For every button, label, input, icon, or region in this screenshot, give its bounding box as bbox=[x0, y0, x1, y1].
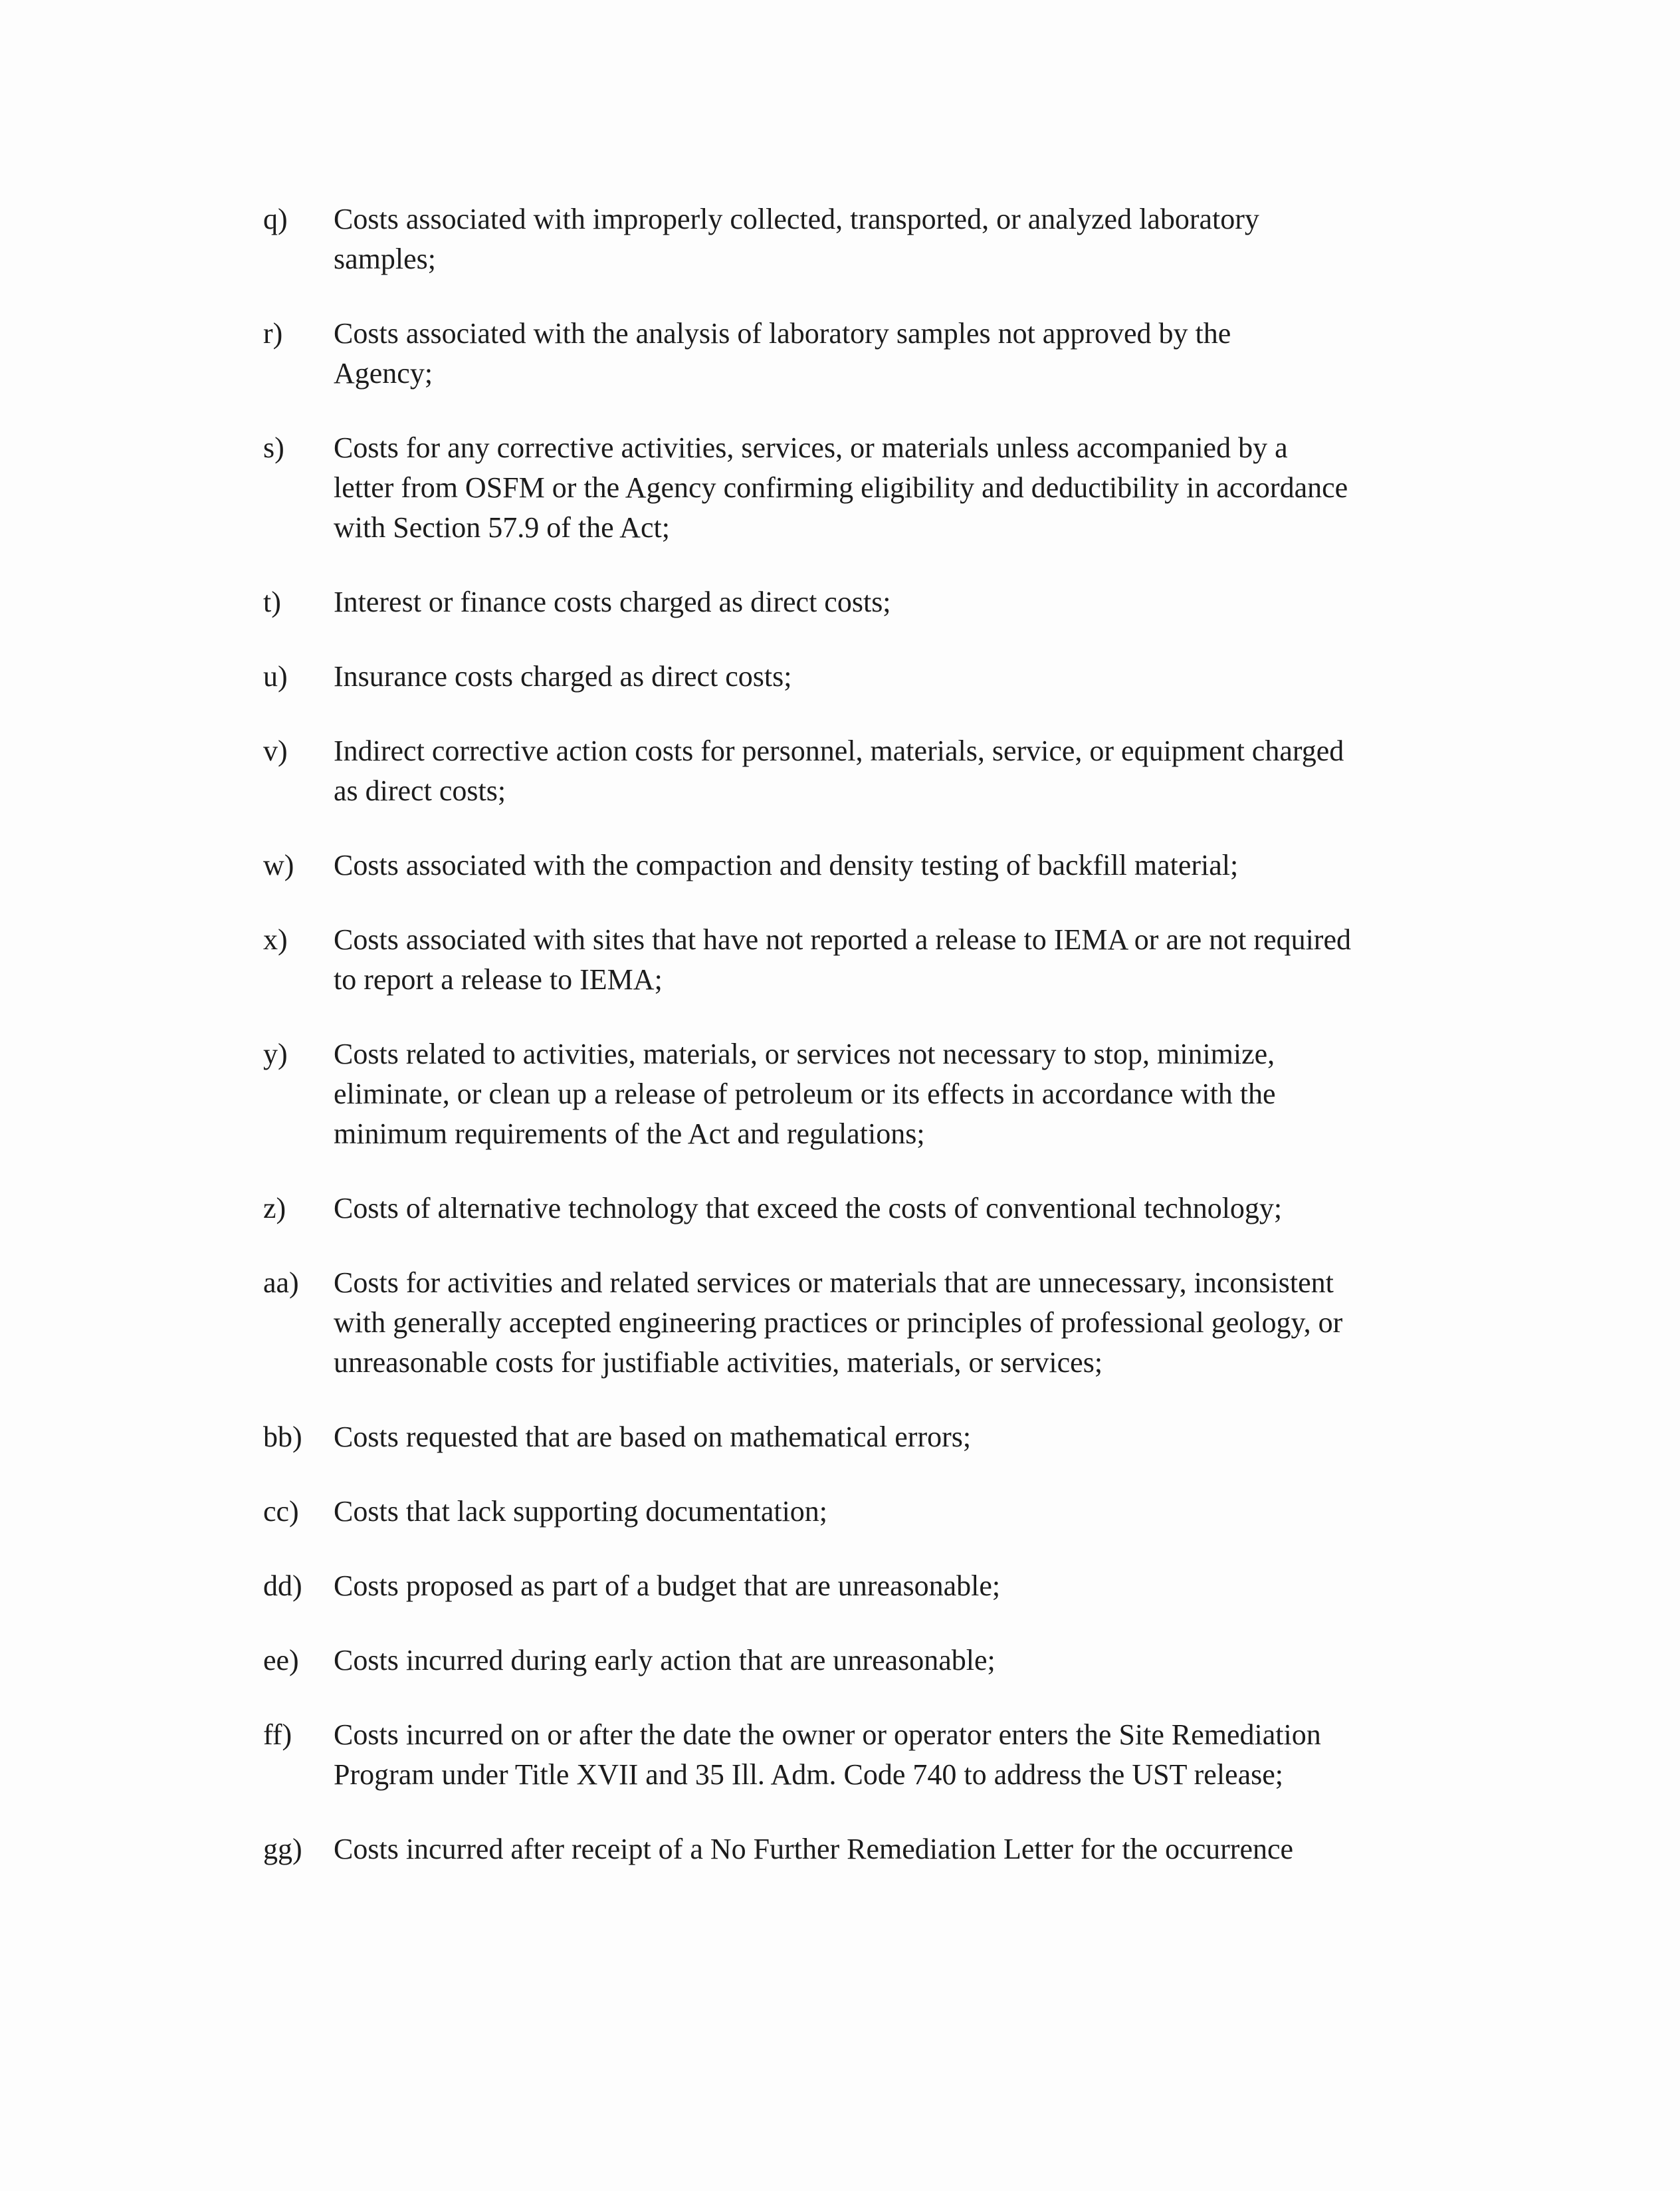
list-item-v bbox=[263, 731, 1353, 811]
list-marker: v) bbox=[263, 735, 288, 767]
list-marker: s) bbox=[263, 431, 284, 464]
list-item-s bbox=[263, 428, 1353, 548]
cost-exclusion-list bbox=[263, 199, 1353, 1869]
list-item-text: Costs incurred during early action that are unreasonable; bbox=[334, 1644, 996, 1676]
list-marker: ff) bbox=[263, 1718, 292, 1751]
list-marker: ee) bbox=[263, 1644, 299, 1676]
list-item-text: Costs for activities and related services or materials that are unnecessary, inconsistent with generally accepted engineering practices or principles of professional geology, or unreasonable costs for justifiable activities, materials, or services; bbox=[334, 1266, 1343, 1379]
list-item-ff bbox=[263, 1715, 1353, 1795]
list-item-ee bbox=[263, 1641, 1353, 1680]
list-item-text: Costs associated with improperly collected, transported, or analyzed laboratory samples; bbox=[334, 203, 1259, 275]
list-marker: aa) bbox=[263, 1266, 299, 1299]
list-marker: t) bbox=[263, 586, 281, 618]
list-item-y bbox=[263, 1034, 1353, 1154]
list-item-u bbox=[263, 657, 1353, 697]
list-item-text: Interest or finance costs charged as direct costs; bbox=[334, 586, 891, 618]
list-item-dd bbox=[263, 1566, 1353, 1606]
list-item-text: Costs requested that are based on mathematical errors; bbox=[334, 1421, 972, 1453]
list-item-w bbox=[263, 846, 1353, 885]
list-item-text: Costs associated with sites that have not reported a release to IEMA or are not required to report a release to IEMA; bbox=[334, 923, 1351, 996]
list-item-aa bbox=[263, 1263, 1353, 1383]
list-item-z bbox=[263, 1189, 1353, 1228]
list-marker: x) bbox=[263, 923, 288, 956]
list-marker: y) bbox=[263, 1038, 288, 1070]
list-item-text: Costs of alternative technology that exceed the costs of conventional technology; bbox=[334, 1192, 1283, 1224]
list-item-text: Costs proposed as part of a budget that are unreasonable; bbox=[334, 1569, 1001, 1602]
list-item-x bbox=[263, 920, 1353, 1000]
list-marker: z) bbox=[263, 1192, 286, 1224]
list-marker: q) bbox=[263, 203, 288, 235]
list-marker: bb) bbox=[263, 1421, 302, 1453]
list-item-text: Costs incurred after receipt of a No Further Remediation Letter for the occurrence bbox=[334, 1833, 1294, 1865]
list-item-r bbox=[263, 314, 1353, 394]
list-marker: dd) bbox=[263, 1569, 302, 1602]
list-item-q bbox=[263, 199, 1353, 279]
list-marker: r) bbox=[263, 317, 283, 350]
list-marker: gg) bbox=[263, 1833, 302, 1865]
list-item-bb bbox=[263, 1417, 1353, 1457]
list-item-text: Indirect corrective action costs for personnel, materials, service, or equipment charged as direct costs; bbox=[334, 735, 1344, 807]
list-item-text: Insurance costs charged as direct costs; bbox=[334, 660, 792, 693]
list-item-text: Costs associated with the analysis of laboratory samples not approved by the Agency; bbox=[334, 317, 1231, 390]
list-marker: w) bbox=[263, 849, 294, 881]
list-item-text: Costs associated with the compaction and density testing of backfill material; bbox=[334, 849, 1239, 881]
list-item-text: Costs that lack supporting documentation; bbox=[334, 1495, 828, 1528]
list-marker: cc) bbox=[263, 1495, 299, 1528]
list-marker: u) bbox=[263, 660, 288, 693]
list-item-t bbox=[263, 582, 1353, 622]
list-item-gg bbox=[263, 1829, 1353, 1869]
list-item-text: Costs for any corrective activities, services, or materials unless accompanied by a letter from OSFM or the Agency confirming eligibility and deductibility in accordance with Section 57.9 of the Act; bbox=[334, 431, 1348, 544]
list-item-text: Costs related to activities, materials, or services not necessary to stop, minimize, eliminate, or clean up a release of petroleum or its effects in accordance with the minimum requirements of the Act and regulations; bbox=[334, 1038, 1276, 1150]
list-item-cc bbox=[263, 1492, 1353, 1532]
list-item-text: Costs incurred on or after the date the owner or operator enters the Site Remediation Program under Title XVII and 35 Ill. Adm. Code 740 to address the UST release; bbox=[334, 1718, 1321, 1791]
